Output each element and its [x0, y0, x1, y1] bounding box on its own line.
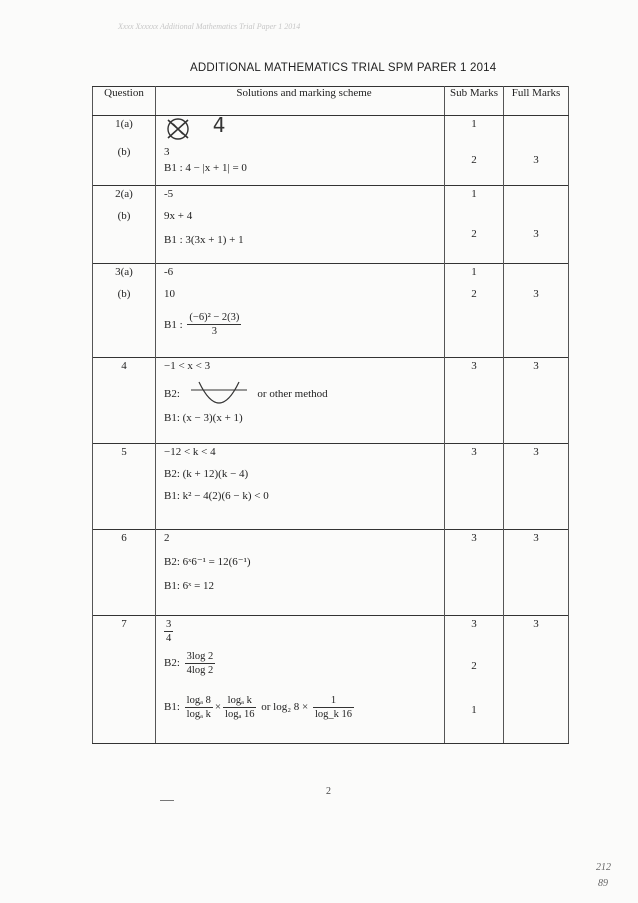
- solution-cell: 9x + 4 B1 : 3(3x + 1) + 1: [156, 208, 445, 264]
- sub-mark: 1: [445, 116, 504, 144]
- solution-cell: -6: [156, 264, 445, 286]
- fraction-expression: $\frac{\text{(−6)² − 2(3)}}{3}$: [189, 312, 240, 338]
- solution-cell: −1 < x < 3 B2: or other method B1: (x − 3)(x + 1): [156, 358, 445, 444]
- fraction-answer: $\frac{3}{4}$: [166, 619, 172, 644]
- question-number: 1(a): [93, 116, 156, 144]
- document-title: ADDITIONAL MATHEMATICS TRIAL SPM PARER 1 2014: [190, 62, 497, 74]
- question-number: (b): [93, 286, 156, 358]
- sub-mark: 3: [445, 358, 504, 444]
- question-number: (b): [93, 144, 156, 186]
- fraction-b1-b: $\frac{\text{logₐ k}}{\text{logₐ 16}}$: [225, 694, 255, 720]
- solution-cell: 2 B2: 6ˣ6⁻¹ = 12(6⁻¹) B1: 6ˣ = 12: [156, 530, 445, 616]
- solution-cell: −12 < k < 4 B2: (k + 12)(k − 4) B1: k² − 4(2)(6 − k) < 0: [156, 444, 445, 530]
- question-number: 4: [93, 358, 156, 444]
- full-mark: 3: [504, 208, 569, 264]
- sub-mark: 2: [445, 208, 504, 264]
- parabola-sketch-icon: [189, 380, 249, 408]
- question-number: 5: [93, 444, 156, 530]
- solution-cell: -5: [156, 186, 445, 208]
- table-row: [93, 530, 569, 616]
- full-mark: 3: [504, 444, 569, 530]
- sub-mark: 2: [445, 144, 504, 186]
- table-row: [93, 208, 569, 264]
- full-mark: [504, 264, 569, 286]
- full-mark: [504, 186, 569, 208]
- header-sub-marks: Sub Marks: [445, 87, 504, 116]
- table-row: [93, 186, 569, 208]
- solution-cell: 3 B1 : 4 − |x + 1| = 0: [156, 144, 445, 186]
- table-row: [93, 144, 569, 186]
- sub-mark: 3: [445, 444, 504, 530]
- question-number: 6: [93, 530, 156, 616]
- fraction-b1-a: $\frac{\text{logₐ 8}}{\text{logₐ k}}$: [186, 694, 211, 720]
- header-full-marks: Full Marks: [504, 87, 569, 116]
- question-number: 7: [93, 616, 156, 744]
- full-mark: 3: [504, 358, 569, 444]
- table-row: [93, 286, 569, 358]
- header-solutions: Solutions and marking scheme: [156, 87, 445, 116]
- table-row: [93, 116, 569, 144]
- corner-annotation-2: 89: [598, 878, 608, 889]
- sub-mark: 1: [445, 264, 504, 286]
- crossed-out-answer-icon: [164, 116, 192, 142]
- marking-scheme-table: [92, 86, 569, 744]
- question-number: 2(a): [93, 186, 156, 208]
- question-number: (b): [93, 208, 156, 264]
- corner-annotation: 212: [596, 862, 611, 873]
- full-mark: 3: [504, 144, 569, 186]
- pen-mark: [160, 800, 174, 801]
- table-row: [93, 358, 569, 444]
- full-mark: 3: [504, 616, 569, 744]
- fraction-b2: $\frac{3\log 2}{4\log 2}$: [186, 650, 214, 676]
- sub-mark: 3 2 1: [445, 616, 504, 744]
- full-mark: [504, 116, 569, 144]
- full-mark: 3: [504, 530, 569, 616]
- solution-cell: $\frac{3}{4}$ B2: $\frac{3\log 2}{4\log 2}$ B1: $\frac{\text{logₐ 8}}{\text{logₐ k}}$ × $\frac{\text{logₐ k}}{\text{logₐ 16}}$ or log₂ 8 × $\frac{1}{\log\_k 16}$: [156, 616, 445, 744]
- sub-mark: 3: [445, 530, 504, 616]
- table-row: [93, 616, 569, 744]
- sub-mark: 1: [445, 186, 504, 208]
- faint-running-header: Xxxx Xxxxxx Additional Mathematics Trial Paper 1 2014: [118, 22, 301, 31]
- full-mark: 3: [504, 286, 569, 358]
- table-row: [93, 264, 569, 286]
- header-question: Question: [93, 87, 156, 116]
- handwritten-score: 4: [212, 112, 226, 137]
- page-number: 2: [326, 786, 331, 797]
- sub-mark: 2: [445, 286, 504, 358]
- solution-cell: 10 B1 : $\frac{\text{(−6)² − 2(3)}}{3}$: [156, 286, 445, 358]
- table-header-row: [93, 87, 569, 116]
- table-row: [93, 444, 569, 530]
- question-number: 3(a): [93, 264, 156, 286]
- fraction-b1-c: $\frac{1}{\log\_k 16}$: [314, 694, 353, 720]
- solution-cell: [156, 112, 445, 144]
